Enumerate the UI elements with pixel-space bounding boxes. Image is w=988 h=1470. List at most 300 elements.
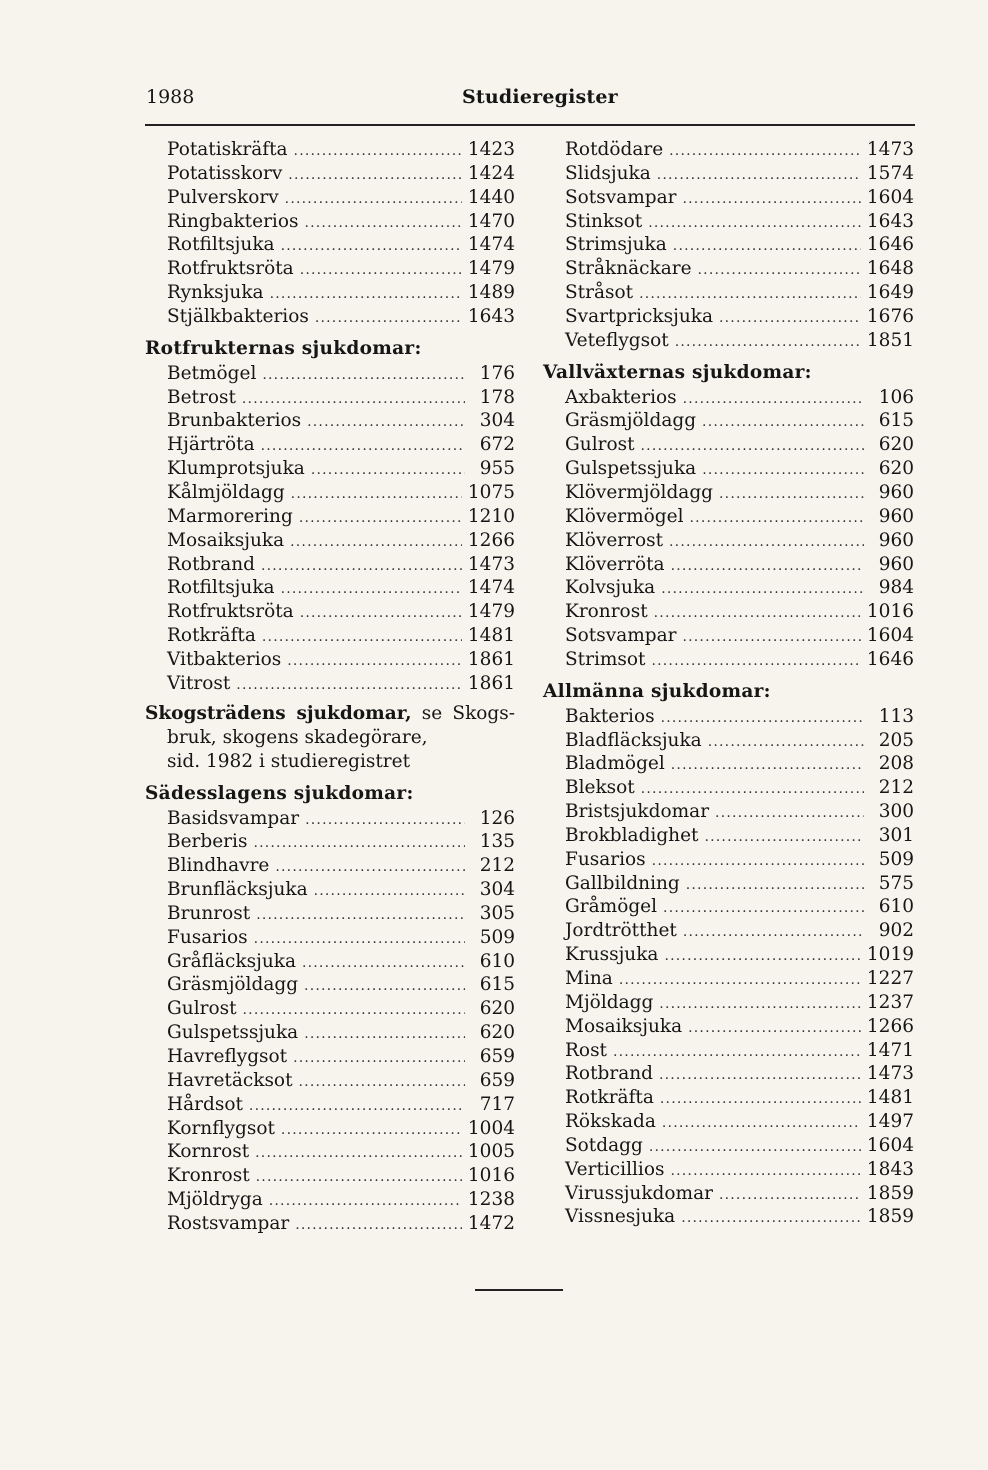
entry-page-number: 212	[878, 777, 914, 799]
entry-page-number: 1851	[866, 329, 914, 351]
dot-leader	[261, 555, 462, 579]
dot-leader	[269, 1190, 462, 1214]
dot-leader	[242, 388, 465, 412]
index-entry	[543, 138, 914, 162]
entry-term: Gråfläcksjuka	[167, 950, 296, 972]
entry-page-number: 1481	[467, 625, 515, 647]
dot-leader	[261, 435, 465, 459]
entry-term: Verticillios	[565, 1158, 665, 1180]
index-entry	[145, 186, 515, 210]
dot-leader	[661, 578, 864, 602]
index-entry	[543, 257, 914, 281]
entry-page-number: 1489	[467, 282, 515, 304]
entry-term: Gräsmjöldagg	[167, 974, 299, 996]
index-entry	[543, 919, 914, 943]
entry-page-number: 1004	[467, 1117, 515, 1139]
index-entry	[145, 233, 515, 257]
entry-term: Bladmögel	[565, 753, 665, 775]
entry-term: Kornflygsot	[167, 1117, 275, 1139]
entry-page-number: 126	[479, 807, 515, 829]
index-entry	[145, 672, 515, 696]
entry-term: Mjöldagg	[565, 991, 654, 1013]
dot-leader	[304, 212, 461, 236]
entry-term: Potatiskräfta	[167, 139, 288, 160]
right-top-list	[543, 138, 914, 353]
entry-term: Stråsot	[565, 282, 634, 304]
index-entry	[543, 233, 914, 257]
left-top-list	[145, 138, 515, 329]
entry-term: Havretäcksot	[167, 1069, 293, 1091]
entry-term: Marmorering	[167, 505, 293, 527]
dot-leader	[290, 531, 462, 555]
entry-term: Klumprotsjuka	[167, 458, 305, 480]
entry-term: Sotsvampar	[565, 186, 677, 208]
index-entry	[543, 1158, 914, 1182]
running-title: Studieregister	[462, 86, 618, 108]
index-entry	[145, 926, 515, 950]
entry-term: Gulspetssjuka	[565, 458, 697, 480]
index-entry	[145, 648, 515, 672]
dot-leader	[281, 578, 462, 602]
entry-page-number: 106	[878, 386, 914, 408]
entry-term: Fusarios	[167, 926, 248, 948]
index-entry	[543, 281, 914, 305]
entry-page-number: 960	[878, 505, 914, 527]
section-heading-rotfrukter: Rotfrukternas sjukdomar:	[145, 337, 422, 359]
section-heading-allmanna: Allmänna sjukdomar:	[543, 680, 771, 702]
entry-term: Klövermögel	[565, 505, 684, 527]
dot-leader	[307, 411, 465, 435]
entry-term: Rotfruktsröta	[167, 258, 294, 280]
dot-leader	[304, 1023, 465, 1047]
dot-leader	[315, 307, 462, 331]
entry-term: Brunfläcksjuka	[167, 879, 308, 901]
entry-term: Blindhavre	[167, 855, 270, 877]
entry-page-number: 301	[878, 824, 914, 846]
index-entry	[543, 848, 914, 872]
entry-page-number: 1646	[866, 648, 914, 670]
entry-page-number: 1481	[866, 1087, 914, 1109]
note-line-2: bruk, skogens skadegörare,	[167, 726, 428, 748]
dot-leader	[715, 802, 864, 826]
index-entry	[145, 433, 515, 457]
index-entry	[543, 1134, 914, 1158]
index-entry	[145, 1188, 515, 1212]
entry-term: Gråmögel	[565, 896, 658, 918]
dot-leader	[683, 388, 864, 412]
dot-leader	[675, 331, 861, 355]
entry-page-number: 1479	[467, 258, 515, 280]
index-entry	[543, 895, 914, 919]
index-entry	[543, 433, 914, 457]
entry-term: Klövermjöldagg	[565, 481, 714, 503]
index-entry	[543, 1182, 914, 1206]
entry-term: Potatisskorv	[167, 162, 283, 184]
entry-page-number: 717	[479, 1093, 515, 1115]
entry-term: Sotsvampar	[565, 625, 677, 647]
dot-leader	[293, 1047, 465, 1071]
dot-leader	[654, 602, 861, 626]
index-entry	[145, 529, 515, 553]
dot-leader	[299, 1071, 465, 1095]
entry-term: Bristsjukdomar	[565, 801, 710, 823]
dot-leader	[657, 164, 861, 188]
entry-page-number: 305	[479, 902, 515, 924]
entry-page-number: 304	[479, 410, 515, 432]
index-entry	[145, 878, 515, 902]
end-rule	[475, 1289, 563, 1291]
index-entry	[145, 854, 515, 878]
index-entry	[543, 210, 914, 234]
entry-term: Ringbakterios	[167, 210, 299, 232]
index-entry	[543, 1086, 914, 1110]
index-entry	[543, 752, 914, 776]
entry-page-number: 1648	[866, 258, 914, 280]
entry-page-number: 659	[479, 1046, 515, 1067]
entry-page-number: 1479	[467, 601, 515, 623]
entry-term: Vitbakterios	[167, 648, 282, 670]
dot-leader	[719, 1184, 861, 1208]
dot-leader	[294, 140, 462, 164]
dot-leader	[683, 921, 864, 945]
entry-page-number: 620	[479, 998, 515, 1020]
index-entry	[543, 386, 914, 410]
dot-leader	[281, 235, 462, 259]
entry-page-number: 1227	[866, 968, 914, 989]
entry-term: Stinksot	[565, 210, 643, 232]
index-entry	[145, 1164, 515, 1188]
entry-page-number: 509	[878, 848, 914, 870]
dot-leader	[255, 1142, 462, 1166]
index-entry	[543, 162, 914, 186]
index-entry	[543, 186, 914, 210]
index-entry	[543, 481, 914, 505]
entry-term: Rotfruktsröta	[167, 601, 294, 623]
entry-page-number: 1019	[866, 944, 914, 966]
vallvaxter-list	[543, 386, 914, 672]
entry-page-number: 610	[479, 950, 515, 972]
entry-page-number: 1859	[866, 1182, 914, 1204]
entry-term: Klöverröta	[565, 553, 665, 575]
entry-page-number: 1016	[467, 1165, 515, 1187]
index-entry	[145, 505, 515, 529]
page-number: 1988	[146, 86, 195, 108]
dot-leader	[661, 707, 864, 731]
index-entry	[543, 824, 914, 848]
index-entry	[145, 1212, 515, 1236]
index-entry	[145, 457, 515, 481]
note-heading: Skogsträdens sjukdomar,	[145, 702, 412, 724]
dot-leader	[719, 483, 864, 507]
dot-leader	[275, 856, 465, 880]
index-entry	[543, 776, 914, 800]
index-entry	[543, 624, 914, 648]
entry-page-number: 1266	[467, 529, 515, 551]
entry-page-number: 1604	[866, 186, 914, 208]
entry-term: Jordtrötthet	[565, 920, 677, 942]
entry-page-number: 620	[479, 1022, 515, 1044]
entry-term: Mosaiksjuka	[167, 529, 285, 551]
note-line-3: sid. 1982 i studieregistret	[167, 750, 411, 772]
dot-leader	[256, 904, 465, 928]
entry-term: Strimsot	[565, 648, 646, 670]
index-entry	[145, 1140, 515, 1164]
index-entry	[145, 973, 515, 997]
entry-page-number: 1472	[467, 1212, 515, 1234]
index-entry	[145, 576, 515, 600]
entry-page-number: 113	[878, 705, 914, 727]
entry-page-number: 1843	[866, 1158, 914, 1180]
index-entry	[145, 362, 515, 386]
dot-leader	[673, 235, 861, 259]
index-entry	[145, 257, 515, 281]
entry-page-number: 659	[479, 1069, 515, 1091]
entry-term: Betmögel	[167, 362, 257, 384]
entry-page-number: 208	[878, 753, 914, 775]
dot-leader	[639, 283, 861, 307]
index-entry	[145, 902, 515, 926]
index-entry	[543, 991, 914, 1015]
entry-page-number: 1643	[467, 305, 515, 327]
index-entry	[145, 1021, 515, 1045]
index-entry	[145, 997, 515, 1021]
dot-leader	[690, 507, 864, 531]
entry-page-number: 1473	[866, 139, 914, 160]
entry-page-number: 615	[878, 410, 914, 432]
dot-leader	[669, 531, 864, 555]
index-entry	[543, 800, 914, 824]
index-entry	[145, 1069, 515, 1093]
entry-term: Slidsjuka	[565, 162, 651, 184]
note-line-1-rest: se Skogs-	[421, 702, 515, 724]
entry-term: Mosaiksjuka	[565, 1015, 683, 1037]
entry-term: Vissnesjuka	[565, 1206, 676, 1228]
dot-leader	[652, 850, 864, 874]
index-entry	[543, 1205, 914, 1229]
allmanna-list	[543, 705, 914, 1230]
entry-page-number: 960	[878, 529, 914, 551]
dot-leader	[682, 626, 860, 650]
index-entry	[543, 529, 914, 553]
dot-leader	[300, 602, 462, 626]
entry-page-number: 1646	[866, 234, 914, 256]
entry-term: Rotfiltsjuka	[167, 577, 275, 599]
index-entry	[543, 553, 914, 577]
entry-page-number: 176	[479, 362, 515, 384]
entry-term: Kronrost	[167, 1165, 250, 1187]
entry-page-number: 1574	[866, 162, 914, 184]
entry-page-number: 620	[878, 434, 914, 456]
dot-leader	[663, 897, 864, 921]
entry-term: Hjärtröta	[167, 434, 255, 456]
entry-page-number: 1676	[866, 305, 914, 327]
index-entry	[145, 624, 515, 648]
dot-leader	[669, 140, 861, 164]
dot-leader	[311, 459, 465, 483]
dot-leader	[671, 754, 864, 778]
index-entry	[145, 600, 515, 624]
entry-page-number: 1649	[866, 282, 914, 304]
entry-term: Kronrost	[565, 601, 648, 623]
dot-leader	[702, 411, 864, 435]
entry-page-number: 1604	[866, 1134, 914, 1156]
entry-page-number: 1016	[866, 601, 914, 623]
index-entry	[543, 943, 914, 967]
entry-term: Gulspetssjuka	[167, 1022, 299, 1044]
dot-leader	[651, 650, 860, 674]
entry-term: Bleksot	[565, 777, 635, 799]
entry-page-number: 672	[479, 434, 515, 456]
index-entry	[543, 705, 914, 729]
dot-leader	[708, 731, 864, 755]
index-entry	[543, 1062, 914, 1086]
entry-page-number: 212	[479, 855, 515, 877]
dot-leader	[649, 1136, 861, 1160]
index-entry	[145, 807, 515, 831]
dot-leader	[262, 626, 462, 650]
dot-leader	[249, 1095, 465, 1119]
entry-term: Gräsmjöldagg	[565, 410, 697, 432]
index-entry	[145, 1045, 515, 1069]
dot-leader	[288, 164, 462, 188]
sadesslag-list	[145, 807, 515, 1236]
entry-page-number: 1423	[467, 139, 515, 160]
right-column	[543, 138, 914, 1229]
dot-leader	[659, 993, 861, 1017]
entry-term: Gulrost	[167, 998, 237, 1020]
entry-term: Rotdödare	[565, 139, 664, 160]
dot-leader	[641, 778, 864, 802]
entry-page-number: 1474	[467, 577, 515, 599]
dot-leader	[641, 435, 864, 459]
entry-term: Virussjukdomar	[565, 1182, 713, 1204]
entry-page-number: 135	[479, 831, 515, 853]
entry-term: Betrost	[167, 386, 236, 408]
entry-term: Rotkräfta	[167, 625, 256, 647]
dot-leader	[619, 969, 861, 993]
entry-term: Mjöldryga	[167, 1189, 263, 1211]
entry-page-number: 178	[479, 386, 515, 408]
index-entry	[145, 553, 515, 577]
dot-leader	[660, 1088, 861, 1112]
index-entry	[145, 1117, 515, 1141]
entry-term: Stjälkbakterios	[167, 305, 309, 327]
dot-leader	[671, 555, 864, 579]
entry-page-number: 300	[878, 801, 914, 823]
entry-term: Svartpricksjuka	[565, 305, 713, 327]
entry-term: Rotkräfta	[565, 1087, 654, 1109]
entry-page-number: 984	[878, 577, 914, 599]
entry-page-number: 1604	[866, 625, 914, 647]
entry-term: Stråknäckare	[565, 258, 692, 280]
entry-term: Kornrost	[167, 1141, 250, 1163]
dot-leader	[254, 928, 465, 952]
entry-term: Rostsvampar	[167, 1212, 290, 1234]
dot-leader	[702, 459, 864, 483]
entry-term: Bakterios	[565, 705, 655, 727]
entry-page-number: 960	[878, 553, 914, 575]
entry-term: Rynksjuka	[167, 282, 264, 304]
entry-page-number: 1473	[866, 1063, 914, 1085]
index-entry	[145, 481, 515, 505]
entry-page-number: 902	[878, 920, 914, 942]
entry-term: Veteflygsot	[565, 329, 669, 351]
entry-page-number: 1266	[866, 1015, 914, 1037]
entry-page-number: 304	[479, 879, 515, 901]
entry-page-number: 1473	[467, 553, 515, 575]
entry-term: Krussjuka	[565, 944, 659, 966]
entry-term: Kolvsjuka	[565, 577, 656, 599]
index-entry	[543, 505, 914, 529]
entry-term: Strimsjuka	[565, 234, 667, 256]
index-entry	[145, 1093, 515, 1117]
entry-page-number: 1440	[467, 186, 515, 208]
entry-page-number: 1861	[467, 672, 515, 694]
entry-page-number: 1471	[866, 1039, 914, 1061]
entry-term: Fusarios	[565, 848, 646, 870]
dot-leader	[253, 832, 465, 856]
section-heading-vallvaxter: Vallväxternas sjukdomar:	[543, 361, 812, 383]
dot-leader	[659, 1064, 861, 1088]
index-entry	[543, 305, 914, 329]
dot-leader	[670, 1160, 860, 1184]
dot-leader	[243, 999, 465, 1023]
note-line-1	[145, 702, 515, 726]
entry-page-number: 960	[878, 481, 914, 503]
rotfrukter-list	[145, 362, 515, 696]
dot-leader	[662, 1112, 861, 1136]
entry-page-number: 955	[479, 458, 515, 480]
index-entry	[543, 648, 914, 672]
entry-page-number: 1497	[866, 1111, 914, 1133]
dot-leader	[698, 259, 861, 283]
entry-page-number: 1238	[467, 1189, 515, 1211]
entry-term: Axbakterios	[565, 386, 677, 408]
dot-leader	[281, 1119, 462, 1143]
dot-leader	[300, 259, 462, 283]
entry-term: Havreflygsot	[167, 1046, 288, 1067]
dot-leader	[270, 283, 462, 307]
dot-leader	[688, 1017, 861, 1041]
dot-leader	[262, 364, 465, 388]
index-entry	[543, 967, 914, 991]
dot-leader	[681, 1207, 861, 1231]
index-entry	[543, 457, 914, 481]
dot-leader	[613, 1041, 861, 1065]
skogstrad-note	[145, 702, 515, 774]
header-rule	[145, 124, 915, 126]
index-entry	[543, 409, 914, 433]
entry-page-number: 615	[479, 974, 515, 996]
dot-leader	[295, 1214, 462, 1238]
dot-leader	[302, 952, 465, 976]
entry-page-number: 205	[878, 729, 914, 751]
dot-leader	[236, 674, 462, 698]
entry-term: Brokbladighet	[565, 824, 699, 846]
entry-term: Klöverrost	[565, 529, 664, 551]
dot-leader	[256, 1166, 462, 1190]
index-entry	[543, 329, 914, 353]
entry-term: Berberis	[167, 831, 248, 853]
entry-page-number: 575	[878, 872, 914, 894]
index-entry	[543, 576, 914, 600]
entry-term: Gallbildning	[565, 872, 680, 894]
entry-term: Rökskada	[565, 1111, 656, 1133]
index-entry	[145, 210, 515, 234]
index-entry	[543, 872, 914, 896]
entry-page-number: 1470	[467, 210, 515, 232]
dot-leader	[664, 945, 860, 969]
